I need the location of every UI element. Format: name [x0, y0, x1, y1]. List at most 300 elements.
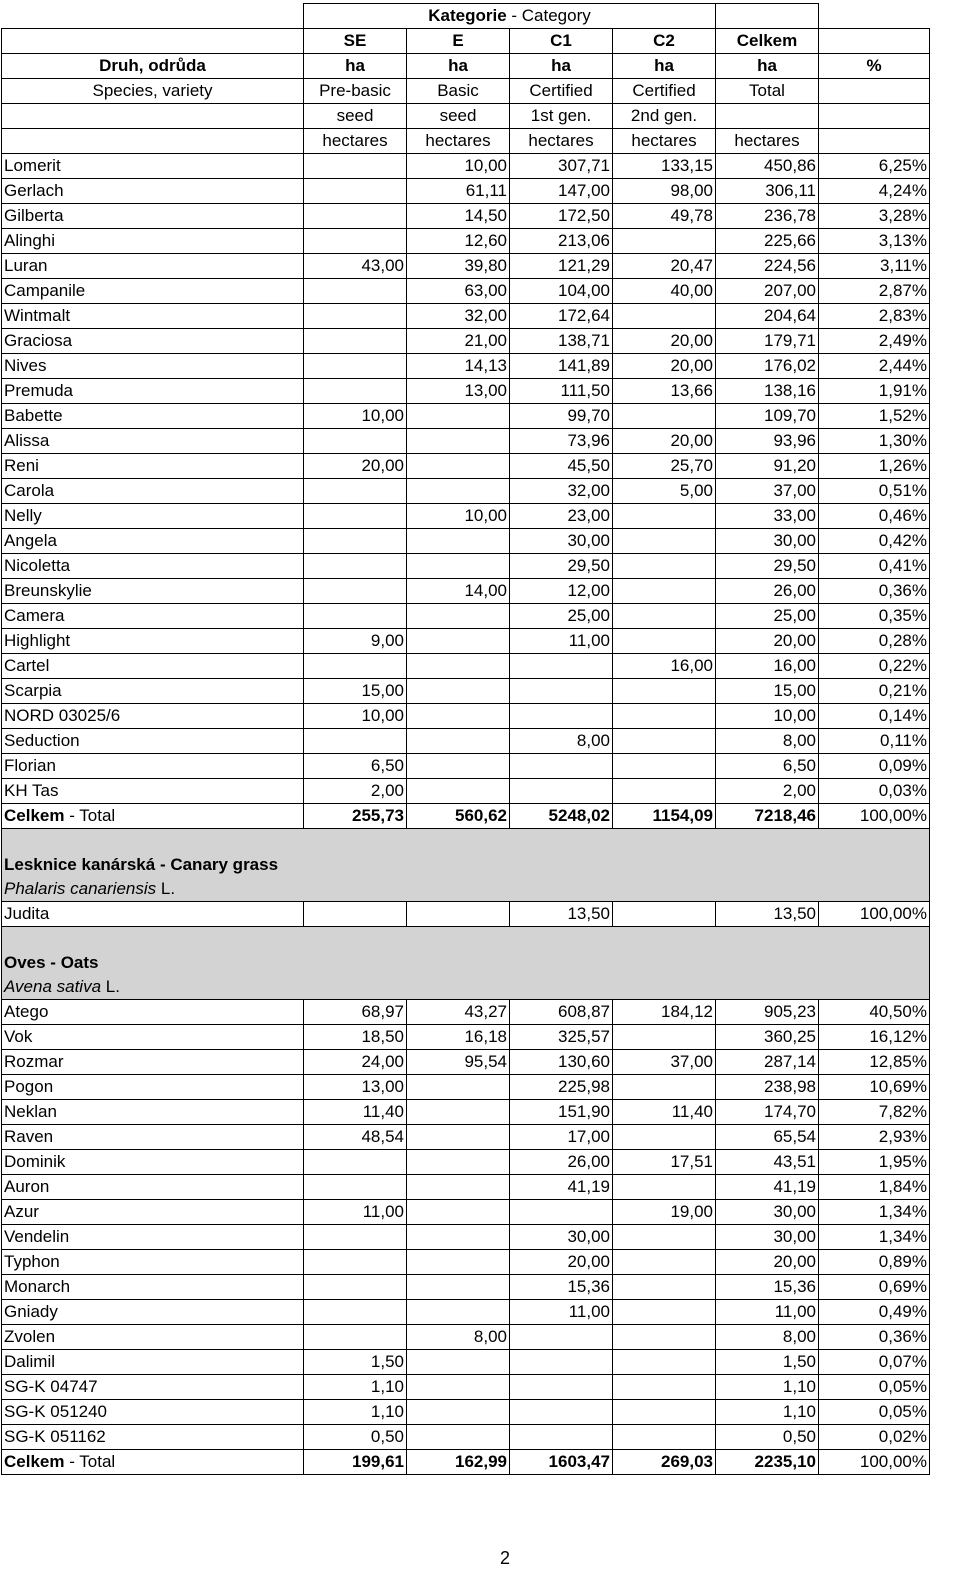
area-cell	[407, 1300, 510, 1325]
table-row	[2, 754, 930, 779]
variety-name: Lomerit	[2, 154, 304, 179]
area-cell: 20,00	[304, 454, 407, 479]
table-row	[2, 629, 930, 654]
area-cell: 325,57	[510, 1025, 613, 1050]
area-cell: 109,70	[716, 404, 819, 429]
area-cell: 13,00	[407, 379, 510, 404]
area-cell	[304, 204, 407, 229]
area-cell	[304, 579, 407, 604]
area-cell: 95,54	[407, 1050, 510, 1075]
percent-cell: 2,93%	[819, 1125, 930, 1150]
table-row	[2, 604, 930, 629]
area-cell: 11,00	[304, 1200, 407, 1225]
area-cell	[613, 679, 716, 704]
variety-name: Rozmar	[2, 1050, 304, 1075]
area-cell	[407, 454, 510, 479]
area-cell	[304, 1175, 407, 1200]
area-cell	[407, 1175, 510, 1200]
area-cell: 68,97	[304, 1000, 407, 1025]
area-cell	[407, 529, 510, 554]
area-cell: 151,90	[510, 1100, 613, 1125]
percent-cell: 1,34%	[819, 1200, 930, 1225]
area-cell: 33,00	[716, 504, 819, 529]
area-cell: 1,10	[304, 1375, 407, 1400]
area-cell	[510, 1350, 613, 1375]
area-cell	[407, 902, 510, 927]
percent-cell: 0,35%	[819, 604, 930, 629]
area-cell: 1,50	[716, 1350, 819, 1375]
area-cell: 40,00	[613, 279, 716, 304]
area-cell	[613, 1250, 716, 1275]
area-cell	[407, 654, 510, 679]
area-cell: 30,00	[510, 1225, 613, 1250]
area-cell	[407, 1275, 510, 1300]
table-row	[2, 454, 930, 479]
area-cell: 12,00	[510, 579, 613, 604]
col-unit-c1: ha	[510, 54, 613, 79]
area-cell: 172,50	[510, 204, 613, 229]
percent-cell: 0,46%	[819, 504, 930, 529]
section-latin-row	[2, 877, 930, 902]
percent-label: %	[819, 54, 930, 79]
percent-cell: 3,28%	[819, 204, 930, 229]
total-label: Celkem - Total	[2, 1450, 304, 1475]
area-cell	[304, 279, 407, 304]
druh-label: Druh, odrůda	[2, 54, 304, 79]
area-cell: 20,00	[510, 1250, 613, 1275]
table-row	[2, 1400, 930, 1425]
table-row	[2, 304, 930, 329]
section-title-row	[2, 853, 930, 877]
percent-cell: 0,28%	[819, 629, 930, 654]
area-cell	[613, 729, 716, 754]
col-code-c1: C1	[510, 29, 613, 54]
table-row	[2, 679, 930, 704]
section-latin: Avena sativa L.	[2, 975, 930, 1000]
area-cell: 104,00	[510, 279, 613, 304]
total-value: 255,73	[304, 804, 407, 829]
area-cell: 63,00	[407, 279, 510, 304]
table-row	[2, 1275, 930, 1300]
area-cell: 19,00	[613, 1200, 716, 1225]
table-row	[2, 404, 930, 429]
area-cell: 49,78	[613, 204, 716, 229]
area-cell	[613, 1425, 716, 1450]
table-row	[2, 1050, 930, 1075]
area-cell: 13,50	[716, 902, 819, 927]
table-row	[2, 429, 930, 454]
area-cell	[407, 704, 510, 729]
area-cell	[613, 304, 716, 329]
table-row	[2, 1225, 930, 1250]
header-row-category	[2, 4, 930, 29]
variety-name: Nelly	[2, 504, 304, 529]
table-row	[2, 1175, 930, 1200]
section-latin: Phalaris canariensis L.	[2, 877, 930, 902]
area-cell: 8,00	[716, 729, 819, 754]
section-latin-row	[2, 975, 930, 1000]
total-row	[2, 804, 930, 829]
variety-name: Judita	[2, 902, 304, 927]
area-cell: 30,00	[716, 1225, 819, 1250]
area-cell: 25,70	[613, 454, 716, 479]
percent-cell: 0,49%	[819, 1300, 930, 1325]
area-cell: 8,00	[716, 1325, 819, 1350]
variety-name: Azur	[2, 1200, 304, 1225]
variety-name: Vok	[2, 1025, 304, 1050]
area-cell	[407, 779, 510, 804]
area-cell: 13,00	[304, 1075, 407, 1100]
section-spacer	[2, 927, 930, 952]
area-cell: 11,40	[613, 1100, 716, 1125]
area-cell: 179,71	[716, 329, 819, 354]
area-cell	[407, 404, 510, 429]
header-row-english: Species, variety Pre-basic Basic Certified Certified Total	[2, 79, 930, 104]
category-heading: Kategorie - Category	[304, 4, 716, 29]
area-cell	[304, 504, 407, 529]
area-cell: 20,00	[613, 354, 716, 379]
table-row	[2, 229, 930, 254]
area-cell	[407, 1150, 510, 1175]
variety-name: Dalimil	[2, 1350, 304, 1375]
percent-cell: 1,30%	[819, 429, 930, 454]
area-cell	[304, 654, 407, 679]
area-cell: 30,00	[716, 1200, 819, 1225]
area-cell: 20,00	[613, 329, 716, 354]
area-cell	[304, 304, 407, 329]
percent-cell: 10,69%	[819, 1075, 930, 1100]
area-cell: 43,00	[304, 254, 407, 279]
area-cell: 20,00	[716, 1250, 819, 1275]
area-cell: 37,00	[716, 479, 819, 504]
area-cell: 133,15	[613, 154, 716, 179]
area-cell	[510, 679, 613, 704]
area-cell	[304, 179, 407, 204]
percent-cell: 1,52%	[819, 404, 930, 429]
percent-cell: 0,09%	[819, 754, 930, 779]
area-cell	[407, 1200, 510, 1225]
variety-name: Zvolen	[2, 1325, 304, 1350]
percent-cell: 0,11%	[819, 729, 930, 754]
table-row	[2, 654, 930, 679]
area-cell: 225,98	[510, 1075, 613, 1100]
area-cell: 450,86	[716, 154, 819, 179]
area-cell: 32,00	[407, 304, 510, 329]
species-label: Species, variety	[2, 79, 304, 104]
variety-name: Vendelin	[2, 1225, 304, 1250]
area-cell: 14,13	[407, 354, 510, 379]
variety-name: Babette	[2, 404, 304, 429]
area-cell	[407, 479, 510, 504]
area-cell: 10,00	[407, 504, 510, 529]
area-cell: 13,50	[510, 902, 613, 927]
percent-cell: 0,21%	[819, 679, 930, 704]
percent-cell: 3,13%	[819, 229, 930, 254]
table-row	[2, 479, 930, 504]
area-cell	[407, 729, 510, 754]
area-cell	[407, 1250, 510, 1275]
variety-name: Wintmalt	[2, 304, 304, 329]
percent-cell: 2,49%	[819, 329, 930, 354]
area-cell: 26,00	[510, 1150, 613, 1175]
variety-name: Breunskylie	[2, 579, 304, 604]
variety-name: Angela	[2, 529, 304, 554]
total-percent: 100,00%	[819, 1450, 930, 1475]
area-cell: 17,00	[510, 1125, 613, 1150]
area-cell	[304, 1250, 407, 1275]
variety-name: Auron	[2, 1175, 304, 1200]
area-cell	[510, 779, 613, 804]
percent-cell: 1,26%	[819, 454, 930, 479]
area-cell	[613, 1175, 716, 1200]
area-cell: 30,00	[716, 529, 819, 554]
table-row	[2, 504, 930, 529]
area-cell	[613, 1375, 716, 1400]
area-cell	[613, 1125, 716, 1150]
area-cell	[407, 604, 510, 629]
percent-cell: 0,02%	[819, 1425, 930, 1450]
area-cell	[407, 429, 510, 454]
area-cell: 13,66	[613, 379, 716, 404]
area-cell	[407, 1225, 510, 1250]
area-cell: 16,00	[716, 654, 819, 679]
header-row-hectares: hectares hectares hectares hectares hectares	[2, 129, 930, 154]
variety-name: Florian	[2, 754, 304, 779]
area-cell	[510, 1425, 613, 1450]
area-cell	[613, 779, 716, 804]
variety-name: Gilberta	[2, 204, 304, 229]
area-cell: 11,00	[510, 1300, 613, 1325]
area-cell: 12,60	[407, 229, 510, 254]
area-cell: 15,00	[304, 679, 407, 704]
area-cell: 172,64	[510, 304, 613, 329]
percent-cell: 0,05%	[819, 1375, 930, 1400]
area-cell: 213,06	[510, 229, 613, 254]
area-cell: 61,11	[407, 179, 510, 204]
area-cell: 1,10	[716, 1375, 819, 1400]
area-cell: 18,50	[304, 1025, 407, 1050]
table-row	[2, 254, 930, 279]
table-row	[2, 204, 930, 229]
percent-cell: 0,89%	[819, 1250, 930, 1275]
total-value: 7218,46	[716, 804, 819, 829]
percent-cell: 1,84%	[819, 1175, 930, 1200]
area-cell	[407, 1350, 510, 1375]
percent-cell: 40,50%	[819, 1000, 930, 1025]
area-cell	[407, 1425, 510, 1450]
area-cell: 1,10	[716, 1400, 819, 1425]
area-cell: 184,12	[613, 1000, 716, 1025]
area-cell: 0,50	[304, 1425, 407, 1450]
area-cell: 2,00	[716, 779, 819, 804]
percent-cell: 0,69%	[819, 1275, 930, 1300]
table-row	[2, 529, 930, 554]
area-cell	[613, 629, 716, 654]
area-cell: 24,00	[304, 1050, 407, 1075]
table-row	[2, 579, 930, 604]
area-cell: 41,19	[716, 1175, 819, 1200]
area-cell: 20,47	[613, 254, 716, 279]
area-cell: 37,00	[613, 1050, 716, 1075]
area-cell	[304, 429, 407, 454]
area-cell: 91,20	[716, 454, 819, 479]
total-percent: 100,00%	[819, 804, 930, 829]
area-cell	[613, 1400, 716, 1425]
total-value: 199,61	[304, 1450, 407, 1475]
area-cell: 20,00	[716, 629, 819, 654]
area-cell	[304, 1150, 407, 1175]
area-cell	[613, 902, 716, 927]
total-value: 1603,47	[510, 1450, 613, 1475]
area-cell: 65,54	[716, 1125, 819, 1150]
area-cell: 15,36	[510, 1275, 613, 1300]
area-cell: 29,50	[716, 554, 819, 579]
area-cell	[613, 754, 716, 779]
area-cell: 905,23	[716, 1000, 819, 1025]
percent-cell: 1,95%	[819, 1150, 930, 1175]
area-cell	[304, 1225, 407, 1250]
area-cell	[407, 629, 510, 654]
table-row	[2, 1150, 930, 1175]
area-cell	[304, 329, 407, 354]
variety-name: Dominik	[2, 1150, 304, 1175]
variety-name: Gniady	[2, 1300, 304, 1325]
variety-name: Highlight	[2, 629, 304, 654]
variety-name: KH Tas	[2, 779, 304, 804]
area-cell: 6,50	[716, 754, 819, 779]
area-cell	[510, 1200, 613, 1225]
area-cell: 14,50	[407, 204, 510, 229]
area-cell	[407, 554, 510, 579]
table-row	[2, 179, 930, 204]
variety-name: Luran	[2, 254, 304, 279]
area-cell: 15,36	[716, 1275, 819, 1300]
table-row	[2, 704, 930, 729]
area-cell: 147,00	[510, 179, 613, 204]
col-unit-se: ha	[304, 54, 407, 79]
area-cell: 10,00	[304, 704, 407, 729]
area-cell	[304, 1300, 407, 1325]
area-cell	[613, 1325, 716, 1350]
total-value: 1154,09	[613, 804, 716, 829]
variety-name: Scarpia	[2, 679, 304, 704]
area-cell	[613, 504, 716, 529]
area-cell	[613, 1300, 716, 1325]
area-cell: 111,50	[510, 379, 613, 404]
area-cell: 6,50	[304, 754, 407, 779]
variety-name: Alinghi	[2, 229, 304, 254]
area-cell: 130,60	[510, 1050, 613, 1075]
area-cell: 207,00	[716, 279, 819, 304]
area-cell	[613, 1350, 716, 1375]
percent-cell: 4,24%	[819, 179, 930, 204]
area-cell: 360,25	[716, 1025, 819, 1050]
percent-cell: 0,03%	[819, 779, 930, 804]
area-cell: 45,50	[510, 454, 613, 479]
table-row	[2, 379, 930, 404]
area-cell	[407, 1075, 510, 1100]
table-row	[2, 354, 930, 379]
table-row	[2, 1075, 930, 1100]
area-cell: 11,40	[304, 1100, 407, 1125]
area-cell: 10,00	[407, 154, 510, 179]
total-value: 5248,02	[510, 804, 613, 829]
area-cell: 204,64	[716, 304, 819, 329]
area-cell	[304, 729, 407, 754]
area-cell: 238,98	[716, 1075, 819, 1100]
total-value: 269,03	[613, 1450, 716, 1475]
area-cell: 176,02	[716, 354, 819, 379]
variety-name: Graciosa	[2, 329, 304, 354]
area-cell: 25,00	[716, 604, 819, 629]
total-value: 560,62	[407, 804, 510, 829]
area-cell: 73,96	[510, 429, 613, 454]
col-code-celkem: Celkem	[716, 29, 819, 54]
col-unit-e: ha	[407, 54, 510, 79]
area-cell: 30,00	[510, 529, 613, 554]
area-cell: 32,00	[510, 479, 613, 504]
area-cell: 16,00	[613, 654, 716, 679]
variety-name: Seduction	[2, 729, 304, 754]
table-row	[2, 1200, 930, 1225]
area-cell	[510, 1375, 613, 1400]
area-cell	[407, 1125, 510, 1150]
percent-cell: 6,25%	[819, 154, 930, 179]
percent-cell: 3,11%	[819, 254, 930, 279]
area-cell	[510, 1325, 613, 1350]
variety-name: NORD 03025/6	[2, 704, 304, 729]
table-row	[2, 279, 930, 304]
area-cell: 225,66	[716, 229, 819, 254]
area-cell: 5,00	[613, 479, 716, 504]
area-cell: 236,78	[716, 204, 819, 229]
section-spacer	[2, 829, 930, 854]
area-cell	[613, 1075, 716, 1100]
col-code-c2: C2	[613, 29, 716, 54]
area-cell: 0,50	[716, 1425, 819, 1450]
percent-cell: 2,83%	[819, 304, 930, 329]
area-cell: 39,80	[407, 254, 510, 279]
header-row-units	[2, 54, 930, 79]
table-body	[2, 4, 930, 1475]
percent-cell: 7,82%	[819, 1100, 930, 1125]
area-cell	[613, 529, 716, 554]
table-row	[2, 1000, 930, 1025]
variety-name: Neklan	[2, 1100, 304, 1125]
area-cell: 43,27	[407, 1000, 510, 1025]
area-cell: 98,00	[613, 179, 716, 204]
area-cell: 141,89	[510, 354, 613, 379]
area-cell	[510, 704, 613, 729]
table-row	[2, 1375, 930, 1400]
area-cell: 26,00	[716, 579, 819, 604]
area-cell	[407, 1375, 510, 1400]
area-cell	[510, 654, 613, 679]
area-cell	[510, 1400, 613, 1425]
area-cell: 48,54	[304, 1125, 407, 1150]
page-number: 2	[500, 1548, 511, 1568]
area-cell: 43,51	[716, 1150, 819, 1175]
area-cell	[304, 529, 407, 554]
area-cell	[613, 554, 716, 579]
col-unit-celkem: ha	[716, 54, 819, 79]
area-cell	[304, 154, 407, 179]
area-cell	[613, 404, 716, 429]
variety-name: Atego	[2, 1000, 304, 1025]
percent-cell: 0,41%	[819, 554, 930, 579]
area-cell: 99,70	[510, 404, 613, 429]
table-row	[2, 1425, 930, 1450]
